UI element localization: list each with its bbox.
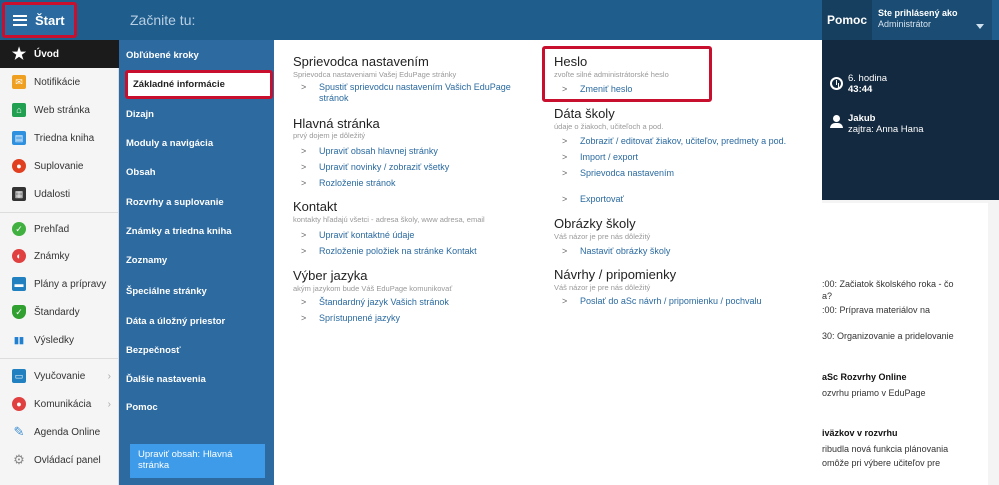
news-title[interactable]: aSc Rozvrhy Online xyxy=(822,372,907,382)
sidebar-item-komunikacia[interactable] xyxy=(0,390,119,418)
top-bar xyxy=(0,0,999,40)
news-title[interactable]: iväzkov v rozvrhu xyxy=(822,428,898,438)
user-role: Administrátor xyxy=(878,19,932,29)
check-circle-icon: ✓ xyxy=(12,222,26,236)
hour-label: 6. hodina xyxy=(848,73,888,84)
calendar-icon: ▦ xyxy=(12,187,26,201)
chevron-right-icon: › xyxy=(107,398,111,410)
arrow-icon: > xyxy=(301,297,307,307)
settings-item[interactable]: Špeciálne stránky xyxy=(126,286,207,297)
chat-icon: ● xyxy=(12,397,26,411)
link-text[interactable]: Import / export xyxy=(580,152,639,162)
settings-item[interactable]: Rozvrhy a suplovanie xyxy=(126,197,224,208)
timetable-panel xyxy=(822,40,999,200)
settings-item[interactable]: Moduly a navigácia xyxy=(126,138,214,149)
settings-menu xyxy=(119,40,274,485)
section-title: Dáta školy xyxy=(554,106,615,121)
link-text[interactable]: Rozloženie stránok xyxy=(319,178,396,188)
sidebar-item-label: Komunikácia xyxy=(34,398,92,410)
link-text[interactable]: Rozloženie položiek na stránke Kontakt xyxy=(319,246,477,256)
arrow-icon: > xyxy=(562,296,568,306)
settings-item[interactable]: Obsah xyxy=(126,167,156,178)
book-icon: ▤ xyxy=(12,131,26,145)
settings-item[interactable]: Dáta a úložný priestor xyxy=(126,316,226,327)
arrow-icon: > xyxy=(301,146,307,156)
sidebar-item-label: Prehľad xyxy=(34,223,70,235)
arrow-icon: > xyxy=(301,82,307,92)
clock-icon xyxy=(830,77,843,90)
bar-chart-icon: ▮▮ xyxy=(14,334,24,345)
news-line[interactable]: :00: Príprava materiálov na xyxy=(822,305,931,315)
section-title: Kontakt xyxy=(293,199,338,214)
link-text[interactable]: Zobraziť / editovať žiakov, učiteľov, predmety a pod. xyxy=(580,136,787,146)
sidebar-item-standardy[interactable] xyxy=(0,298,119,326)
sidebar-item-web[interactable] xyxy=(0,96,119,124)
link-text[interactable]: Exportovať xyxy=(580,194,624,204)
content-panel xyxy=(274,40,822,485)
pencil-icon: ✎ xyxy=(13,424,25,439)
news-line[interactable]: 30: Organizovanie a pridelovanie xyxy=(822,331,954,341)
link-edit-news[interactable] xyxy=(301,162,450,173)
section-title: Sprievodca nastavením xyxy=(293,54,429,69)
grades-icon: ◐ xyxy=(12,249,26,263)
divider xyxy=(0,212,119,213)
link-setup-wizard[interactable] xyxy=(562,168,675,179)
hamburger-icon xyxy=(13,15,27,26)
news-card xyxy=(822,203,988,485)
link-contact-layout[interactable] xyxy=(301,246,477,257)
substitute-icon: ● xyxy=(12,159,26,173)
settings-item[interactable]: Obľúbené kroky xyxy=(126,50,199,61)
section-title: Návrhy / pripomienky xyxy=(554,267,677,282)
user-line1: Ste prihlásený ako xyxy=(878,8,958,18)
sidebar-item-label: Ovládací panel xyxy=(34,454,101,466)
sidebar-item-vyucovanie[interactable] xyxy=(0,362,119,390)
section-title: Výber jazyka xyxy=(293,268,368,283)
link-text[interactable]: Štandardný jazyk Vašich stránok xyxy=(319,297,449,307)
section-desc: Váš názor je pre nás dôležitý xyxy=(554,283,651,292)
link-change-password[interactable] xyxy=(562,84,633,95)
sidebar-item-label: Výsledky xyxy=(34,334,75,346)
link-text[interactable]: Nastaviť obrázky školy xyxy=(580,246,671,256)
news-line[interactable]: a? xyxy=(822,291,833,301)
sidebar-item-label: Štandardy xyxy=(34,306,80,318)
link-edit-contact[interactable] xyxy=(301,230,415,241)
link-edit-students[interactable] xyxy=(562,136,787,147)
settings-item[interactable]: Pomoc xyxy=(126,402,158,413)
hour-time: 43:44 xyxy=(848,84,873,95)
link-text[interactable]: Upraviť obsah hlavnej stránky xyxy=(319,146,438,156)
news-line[interactable]: :00: Začiatok školského roka - čo xyxy=(822,279,954,289)
caret-down-icon xyxy=(976,24,984,29)
arrow-icon: > xyxy=(301,313,307,323)
settings-item[interactable]: Známky a triedna kniha xyxy=(126,226,232,237)
sidebar-item-label: Udalosti xyxy=(34,188,71,200)
chevron-right-icon: › xyxy=(107,370,111,382)
link-text[interactable]: Upraviť kontaktné údaje xyxy=(319,230,415,240)
settings-item[interactable]: Ďalšie nastavenia xyxy=(126,374,206,385)
settings-item[interactable]: Bezpečnosť xyxy=(126,345,181,356)
link-text[interactable]: Spustiť sprievodcu nastavením Vašich EduPage stránok xyxy=(319,82,511,103)
gear-icon: ⚙ xyxy=(13,452,25,467)
person-icon xyxy=(830,115,842,127)
link-page-layout[interactable] xyxy=(301,178,396,189)
section-title: Hlavná stránka xyxy=(293,116,380,131)
shield-check-icon: ✓ xyxy=(12,305,26,319)
sidebar-item-label: Známky xyxy=(34,250,70,262)
sidebar-item-label: Plány a prípravy xyxy=(34,278,107,290)
section-desc: Sprievodca nastaveniami Vašej EduPage stránky xyxy=(293,70,457,79)
arrow-icon: > xyxy=(562,194,568,204)
news-line[interactable]: omôže pri výbere učiteľov pre xyxy=(822,458,941,468)
sidebar-item-prehlad[interactable] xyxy=(0,215,119,243)
plans-icon: ▬ xyxy=(12,277,26,291)
arrow-icon: > xyxy=(562,84,568,94)
section-desc: prvý dojem je dôležitý xyxy=(293,131,366,140)
section-desc: akým jazykom bude Váš EduPage komunikovať xyxy=(293,284,453,293)
link-school-images[interactable] xyxy=(562,246,671,257)
help-button[interactable]: Pomoc xyxy=(822,0,872,40)
sidebar-item-notifikacie[interactable] xyxy=(0,68,119,96)
star-icon: ★ xyxy=(11,46,27,63)
sidebar-item-label: Notifikácie xyxy=(34,76,81,88)
settings-item[interactable]: Dizajn xyxy=(126,109,154,120)
arrow-icon: > xyxy=(562,136,568,146)
sidebar-item-label: Vyučovanie xyxy=(34,370,86,382)
sidebar-item-label: Úvod xyxy=(34,48,59,60)
mail-icon: ✉ xyxy=(12,75,26,89)
divider xyxy=(0,358,119,359)
arrow-icon: > xyxy=(562,168,568,178)
news-line[interactable]: ozvrhu priamo v EduPage xyxy=(822,388,926,398)
arrow-icon: > xyxy=(301,178,307,188)
arrow-icon: > xyxy=(301,246,307,256)
arrow-icon: > xyxy=(301,230,307,240)
current-hour xyxy=(848,73,887,95)
section-title: Obrázky školy xyxy=(554,216,636,231)
link-available-languages[interactable] xyxy=(301,313,401,324)
sidebar-item-znamky[interactable] xyxy=(0,242,119,270)
tomorrow-names: zajtra: Anna Hana xyxy=(848,124,924,135)
link-text[interactable]: Upraviť novinky / zobraziť všetky xyxy=(319,162,450,172)
sidebar-item-plany[interactable] xyxy=(0,270,119,298)
section-desc: údaje o žiakoch, učiteľoch a pod. xyxy=(554,122,664,131)
sidebar-item-label: Agenda Online xyxy=(34,426,101,438)
news-line[interactable]: ribudla nová funkcia plánovania xyxy=(822,444,949,454)
arrow-icon: > xyxy=(301,162,307,172)
sidebar-item-suplovanie[interactable] xyxy=(0,152,119,180)
teaching-icon: ▭ xyxy=(12,369,26,383)
link-text[interactable]: Zmeniť heslo xyxy=(580,84,633,94)
settings-item-active[interactable]: Základné informácie xyxy=(125,70,273,99)
section-desc: Váš názor je pre nás dôležitý xyxy=(554,232,651,241)
section-desc: zvoľte silné administrátorské heslo xyxy=(554,70,669,79)
start-button[interactable] xyxy=(2,2,77,38)
link-text[interactable]: Sprístupnené jazyky xyxy=(319,313,401,323)
page-title: Začnite tu: xyxy=(130,12,196,28)
link-start-wizard[interactable] xyxy=(301,82,519,104)
link-import-export[interactable] xyxy=(562,152,639,163)
sidebar xyxy=(0,40,119,485)
section-title: Heslo xyxy=(554,54,588,69)
sidebar-item-udalosti[interactable] xyxy=(0,180,119,208)
link-edit-main-page[interactable] xyxy=(301,146,438,157)
home-icon: ⌂ xyxy=(12,103,26,117)
sidebar-item-ovladaci-panel[interactable] xyxy=(0,446,119,474)
sidebar-item-vysledky[interactable] xyxy=(0,326,119,354)
start-label: Štart xyxy=(35,12,65,28)
edit-content-button[interactable]: Upraviť obsah: Hlavná stránka xyxy=(130,444,265,478)
settings-item[interactable]: Zoznamy xyxy=(126,255,168,266)
user-menu[interactable] xyxy=(872,0,992,40)
section-desc: kontakty hľadajú všetci - adresa školy, www adresa, email xyxy=(293,215,485,224)
sidebar-item-triedna-kniha[interactable] xyxy=(0,124,119,152)
arrow-icon: > xyxy=(562,152,568,162)
sidebar-item-label: Triedna kniha xyxy=(34,132,95,144)
person-name: Jakub xyxy=(848,113,876,124)
link-default-language[interactable] xyxy=(301,297,449,308)
link-text[interactable]: Sprievodca nastavením xyxy=(580,168,675,178)
arrow-icon: > xyxy=(562,246,568,256)
link-text[interactable]: Poslať do aSc návrh / pripomienku / pochvalu xyxy=(580,296,762,306)
sidebar-item-uvod[interactable] xyxy=(0,40,119,68)
sidebar-item-label: Suplovanie xyxy=(34,160,84,172)
birthday-info xyxy=(848,113,924,135)
link-send-feedback[interactable] xyxy=(562,296,762,307)
sidebar-item-label: Web stránka xyxy=(34,104,90,116)
link-export[interactable] xyxy=(562,194,624,205)
sidebar-item-agenda[interactable] xyxy=(0,418,119,446)
